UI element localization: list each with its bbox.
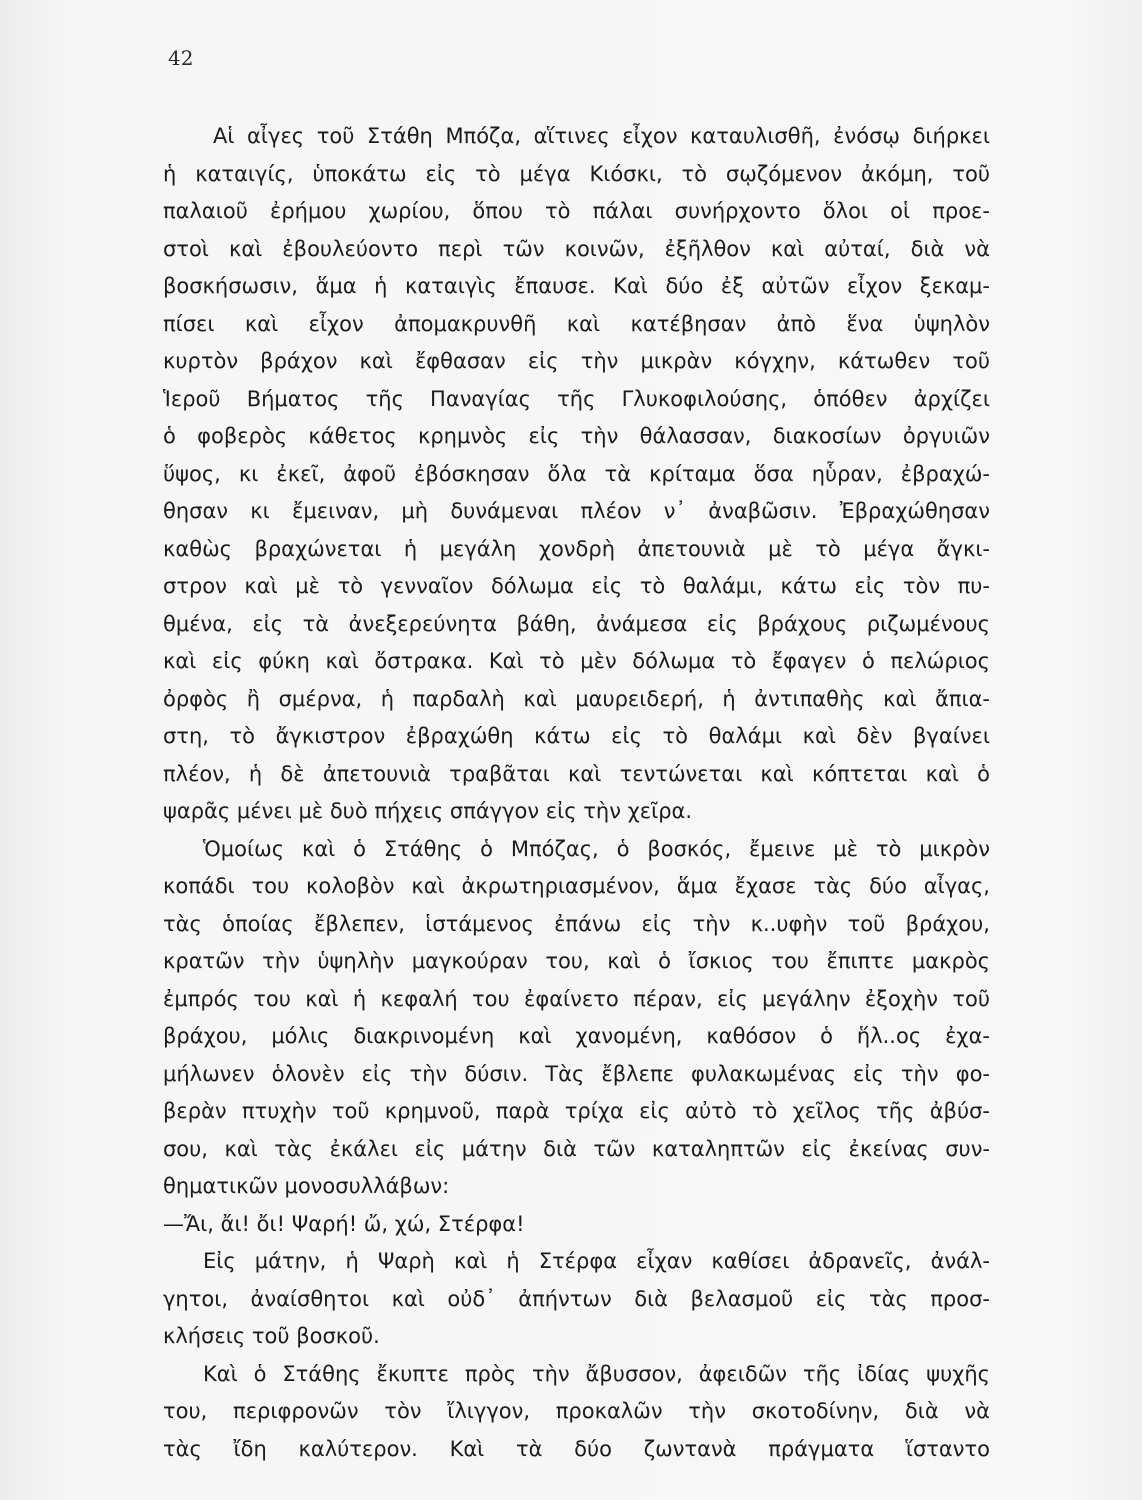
text-line: ὀρφὸς ἢ σμέρνα, ἡ παρδαλὴ καὶ μαυρειδερή, ἡ ἀντιπαθὴς καὶ ἄπια-: [163, 686, 990, 711]
text-line: Αἱ αἶγες τοῦ Στάθη Μπόζα, αἵτινες εἶχον καταυλισθῆ, ἐνόσῳ διήρκει: [213, 124, 990, 148]
text-line: μήλωνεν ὁλονὲν εἰς τὴν δύσιν. Τὰς ἔβλεπε φυλακωμένας εἰς τὴν φο-: [163, 1061, 990, 1086]
body-text: [163, 118, 990, 1468]
text-line: βράχου, μόλις διακρινομένη καὶ χανομένη, καθόσον ὁ ἥλ..ος ἐχα-: [163, 1024, 990, 1048]
text-line: στοὶ καὶ ἐβουλεύοντο περὶ τῶν κοινῶν, ἐξῆλθον καὶ αὐταί, διὰ νὰ: [163, 236, 990, 261]
text-line: ὁ φοβερὸς κάθετος κρημνὸς εἰς τὴν θάλασσαν, διακοσίων ὀργυιῶν: [163, 424, 990, 448]
text-line: κυρτὸν βράχον καὶ ἔφθασαν εἰς τὴν μικρὰν κόγχην, κάτωθεν τοῦ: [163, 349, 990, 373]
text-line: τὰς ὁποίας ἔβλεπεν, ἱστάμενος ἐπάνω εἰς τὴν κ..υφὴν τοῦ βράχου,: [163, 911, 990, 936]
text-line: πίσει καὶ εἶχον ἀπομακρυνθῆ καὶ κατέβησαν ἀπὸ ἕνα ὑψηλὸν: [163, 311, 990, 336]
text-line: Ὁμοίως καὶ ὁ Στάθης ὁ Μπόζας, ὁ βοσκός, ἔμεινε μὲ τὸ μικρὸν: [203, 836, 990, 861]
text-line: σου, καὶ τὰς ἐκάλει εἰς μάτην διὰ τῶν καταληπτῶν εἰς ἐκείνας συν-: [163, 1136, 990, 1161]
text-line: στρον καὶ μὲ τὸ γενναῖον δόλωμα εἰς τὸ θαλάμι, κάτω εἰς τὸν πυ-: [163, 574, 990, 598]
text-line: θησαν κι ἔμειναν, μὴ δυνάμεναι πλέον ν᾿ ἀναβῶσιν. Ἐβραχώθησαν: [163, 499, 990, 523]
text-line: κλήσεις τοῦ βοσκοῦ.: [163, 1324, 380, 1348]
text-line: ἐμπρός του καὶ ἡ κεφαλή του ἐφαίνετο πέραν, εἰς μεγάλην ἐξοχὴν τοῦ: [163, 986, 990, 1011]
text-line: κρατῶν τὴν ὑψηλὴν μαγκούραν του, καὶ ὁ ἴσκιος του ἔπιπτε μακρὸς: [163, 949, 990, 973]
text-line: θμένα, εἰς τὰ ἀνεξερεύνητα βάθη, ἀνάμεσα εἰς βράχους ριζωμένους: [163, 611, 990, 636]
text-line: βοσκήσωσιν, ἅμα ἡ καταιγὶς ἔπαυσε. Καὶ δύο ἐξ αὐτῶν εἶχον ξεκαμ-: [163, 274, 990, 298]
text-line: καθὼς βραχώνεται ἡ μεγάλη χονδρὴ ἀπετουνιὰ μὲ τὸ μέγα ἄγκι-: [163, 536, 990, 561]
text-line: στη, τὸ ἄγκιστρον ἐβραχώθη κάτω εἰς τὸ θαλάμι καὶ δὲν βγαίνει: [163, 724, 990, 748]
text-line: παλαιοῦ ἐρήμου χωρίου, ὅπου τὸ πάλαι συνήρχοντο ὅλοι οἱ προε-: [163, 199, 990, 223]
text-line: Εἰς μάτην, ἡ Ψαρὴ καὶ ἡ Στέρφα εἶχαν καθίσει ἀδρανεῖς, ἀνάλ-: [203, 1249, 990, 1273]
text-line: Ἱεροῦ Βήματος τῆς Παναγίας τῆς Γλυκοφιλούσης, ὁπόθεν ἀρχίζει: [163, 386, 990, 411]
text-line: ὕψος, κι ἐκεῖ, ἀφοῦ ἐβόσκησαν ὅλα τὰ κρίταμα ὅσα ηὗραν, ἐβραχώ-: [163, 461, 990, 486]
text-line: του, περιφρονῶν τὸν ἴλιγγον, προκαλῶν τὴν σκοτοδίνην, διὰ νὰ: [163, 1399, 990, 1423]
text-line: ἡ καταιγίς, ὑποκάτω εἰς τὸ μέγα Κιόσκι, τὸ σῳζόμενον ἀκόμη, τοῦ: [163, 161, 990, 186]
text-line: βερὰν πτυχὴν τοῦ κρημνοῦ, παρὰ τρίχα εἰς αὐτὸ τὸ χεῖλος τῆς ἀβύσ-: [163, 1099, 990, 1123]
text-line: Καὶ ὁ Στάθης ἔκυπτε πρὸς τὴν ἄβυσσον, ἀφειδῶν τῆς ἰδίας ψυχῆς: [203, 1361, 990, 1386]
text-line: γητοι, ἀναίσθητοι καὶ οὐδ᾿ ἀπήντων διὰ βελασμοῦ εἰς τὰς προσ-: [163, 1286, 990, 1311]
text-line: τὰς ἴδη καλύτερον. Καὶ τὰ δύο ζωντανὰ πράγματα ἵσταντο: [163, 1436, 990, 1461]
text-line: πλέον, ἡ δὲ ἀπετουνιὰ τραβᾶται καὶ τεντώνεται καὶ κόπτεται καὶ ὁ: [163, 761, 990, 786]
text-line: καὶ εἰς φύκη καὶ ὄστρακα. Καὶ τὸ μὲν δόλωμα τὸ ἔφαγεν ὁ πελώριος: [163, 649, 990, 673]
page-number: 42: [168, 46, 194, 70]
text-line: ψαρᾶς μένει μὲ δυὸ πήχεις σπάγγον εἰς τὴν χεῖρα.: [163, 799, 693, 823]
text-line: θηματικῶν μονοσυλλάβων:: [163, 1174, 450, 1198]
dialogue-line: —Ἄι, ἄι! ὄι! Ψαρή! ὤ, χώ, Στέρφα!: [163, 1211, 525, 1236]
text-line: κοπάδι του κολοβὸν καὶ ἀκρωτηριασμένον, ἅμα ἔχασε τὰς δύο αἶγας,: [163, 874, 990, 898]
